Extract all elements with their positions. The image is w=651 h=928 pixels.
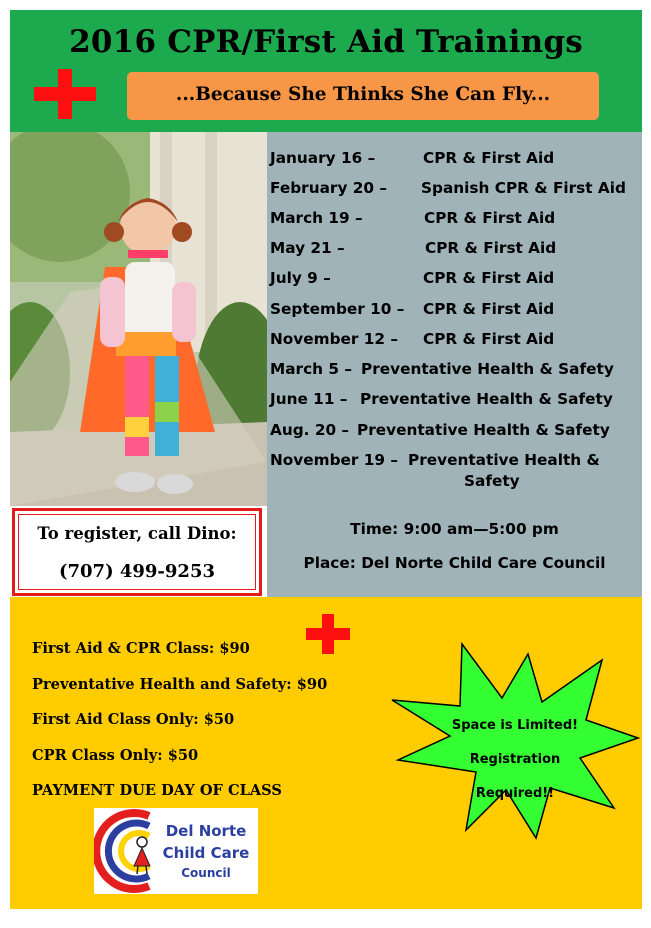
burst-line-3: Required!! (475, 786, 555, 801)
schedule-panel: January 16 – CPR & First Aid February 20 – Spanish CPR & First Aid March 19 – CPR & First Aid May 21 – CPR & First Aid July 9 – CPR & First Aid September 10 – CPR & First Aid November 12 – CPR & First Aid March 5 – Preventative Health & Safety June 11 – Preventative Health & Safety Aug. 20 – Preventative Health & Safety November 19 – Preventative Health & Safety Time: 9:00 am—5:00 pm Place: Del Norte Child Care Council (267, 132, 642, 597)
price-cpr-only: CPR Class Only: $50 (32, 747, 199, 764)
subtitle-box (127, 72, 599, 120)
page-title: 2016 CPR/First Aid Trainings (69, 24, 583, 60)
class-place: Place: Del Norte Child Care Council (303, 554, 606, 572)
del-norte-logo (94, 808, 258, 894)
payment-note: PAYMENT DUE DAY OF CLASS (32, 782, 282, 799)
subtitle: ...Because She Thinks She Can Fly... (175, 84, 551, 105)
price-first-aid-only: First Aid Class Only: $50 (32, 711, 235, 728)
burst-line-2: Registration (469, 752, 561, 767)
logo-line-3: Council (181, 866, 231, 880)
superhero-girl-photo (10, 132, 267, 506)
red-cross-icon (34, 69, 96, 119)
register-phone[interactable]: (707) 499-9253 (58, 561, 215, 582)
register-box (12, 508, 262, 596)
register-label: To register, call Dino: (37, 524, 237, 543)
header-banner (10, 10, 642, 132)
logo-line-1: Del Norte (165, 822, 247, 840)
pricing-panel (10, 597, 642, 909)
red-cross-icon (306, 614, 350, 654)
price-preventative: Preventative Health and Safety: $90 (32, 676, 328, 693)
price-first-aid-cpr: First Aid & CPR Class: $90 (32, 640, 250, 657)
starburst-badge (390, 640, 640, 840)
burst-line-1: Space is Limited! (451, 718, 579, 733)
logo-line-2: Child Care (162, 844, 250, 862)
class-time: Time: 9:00 am—5:00 pm (350, 520, 559, 538)
